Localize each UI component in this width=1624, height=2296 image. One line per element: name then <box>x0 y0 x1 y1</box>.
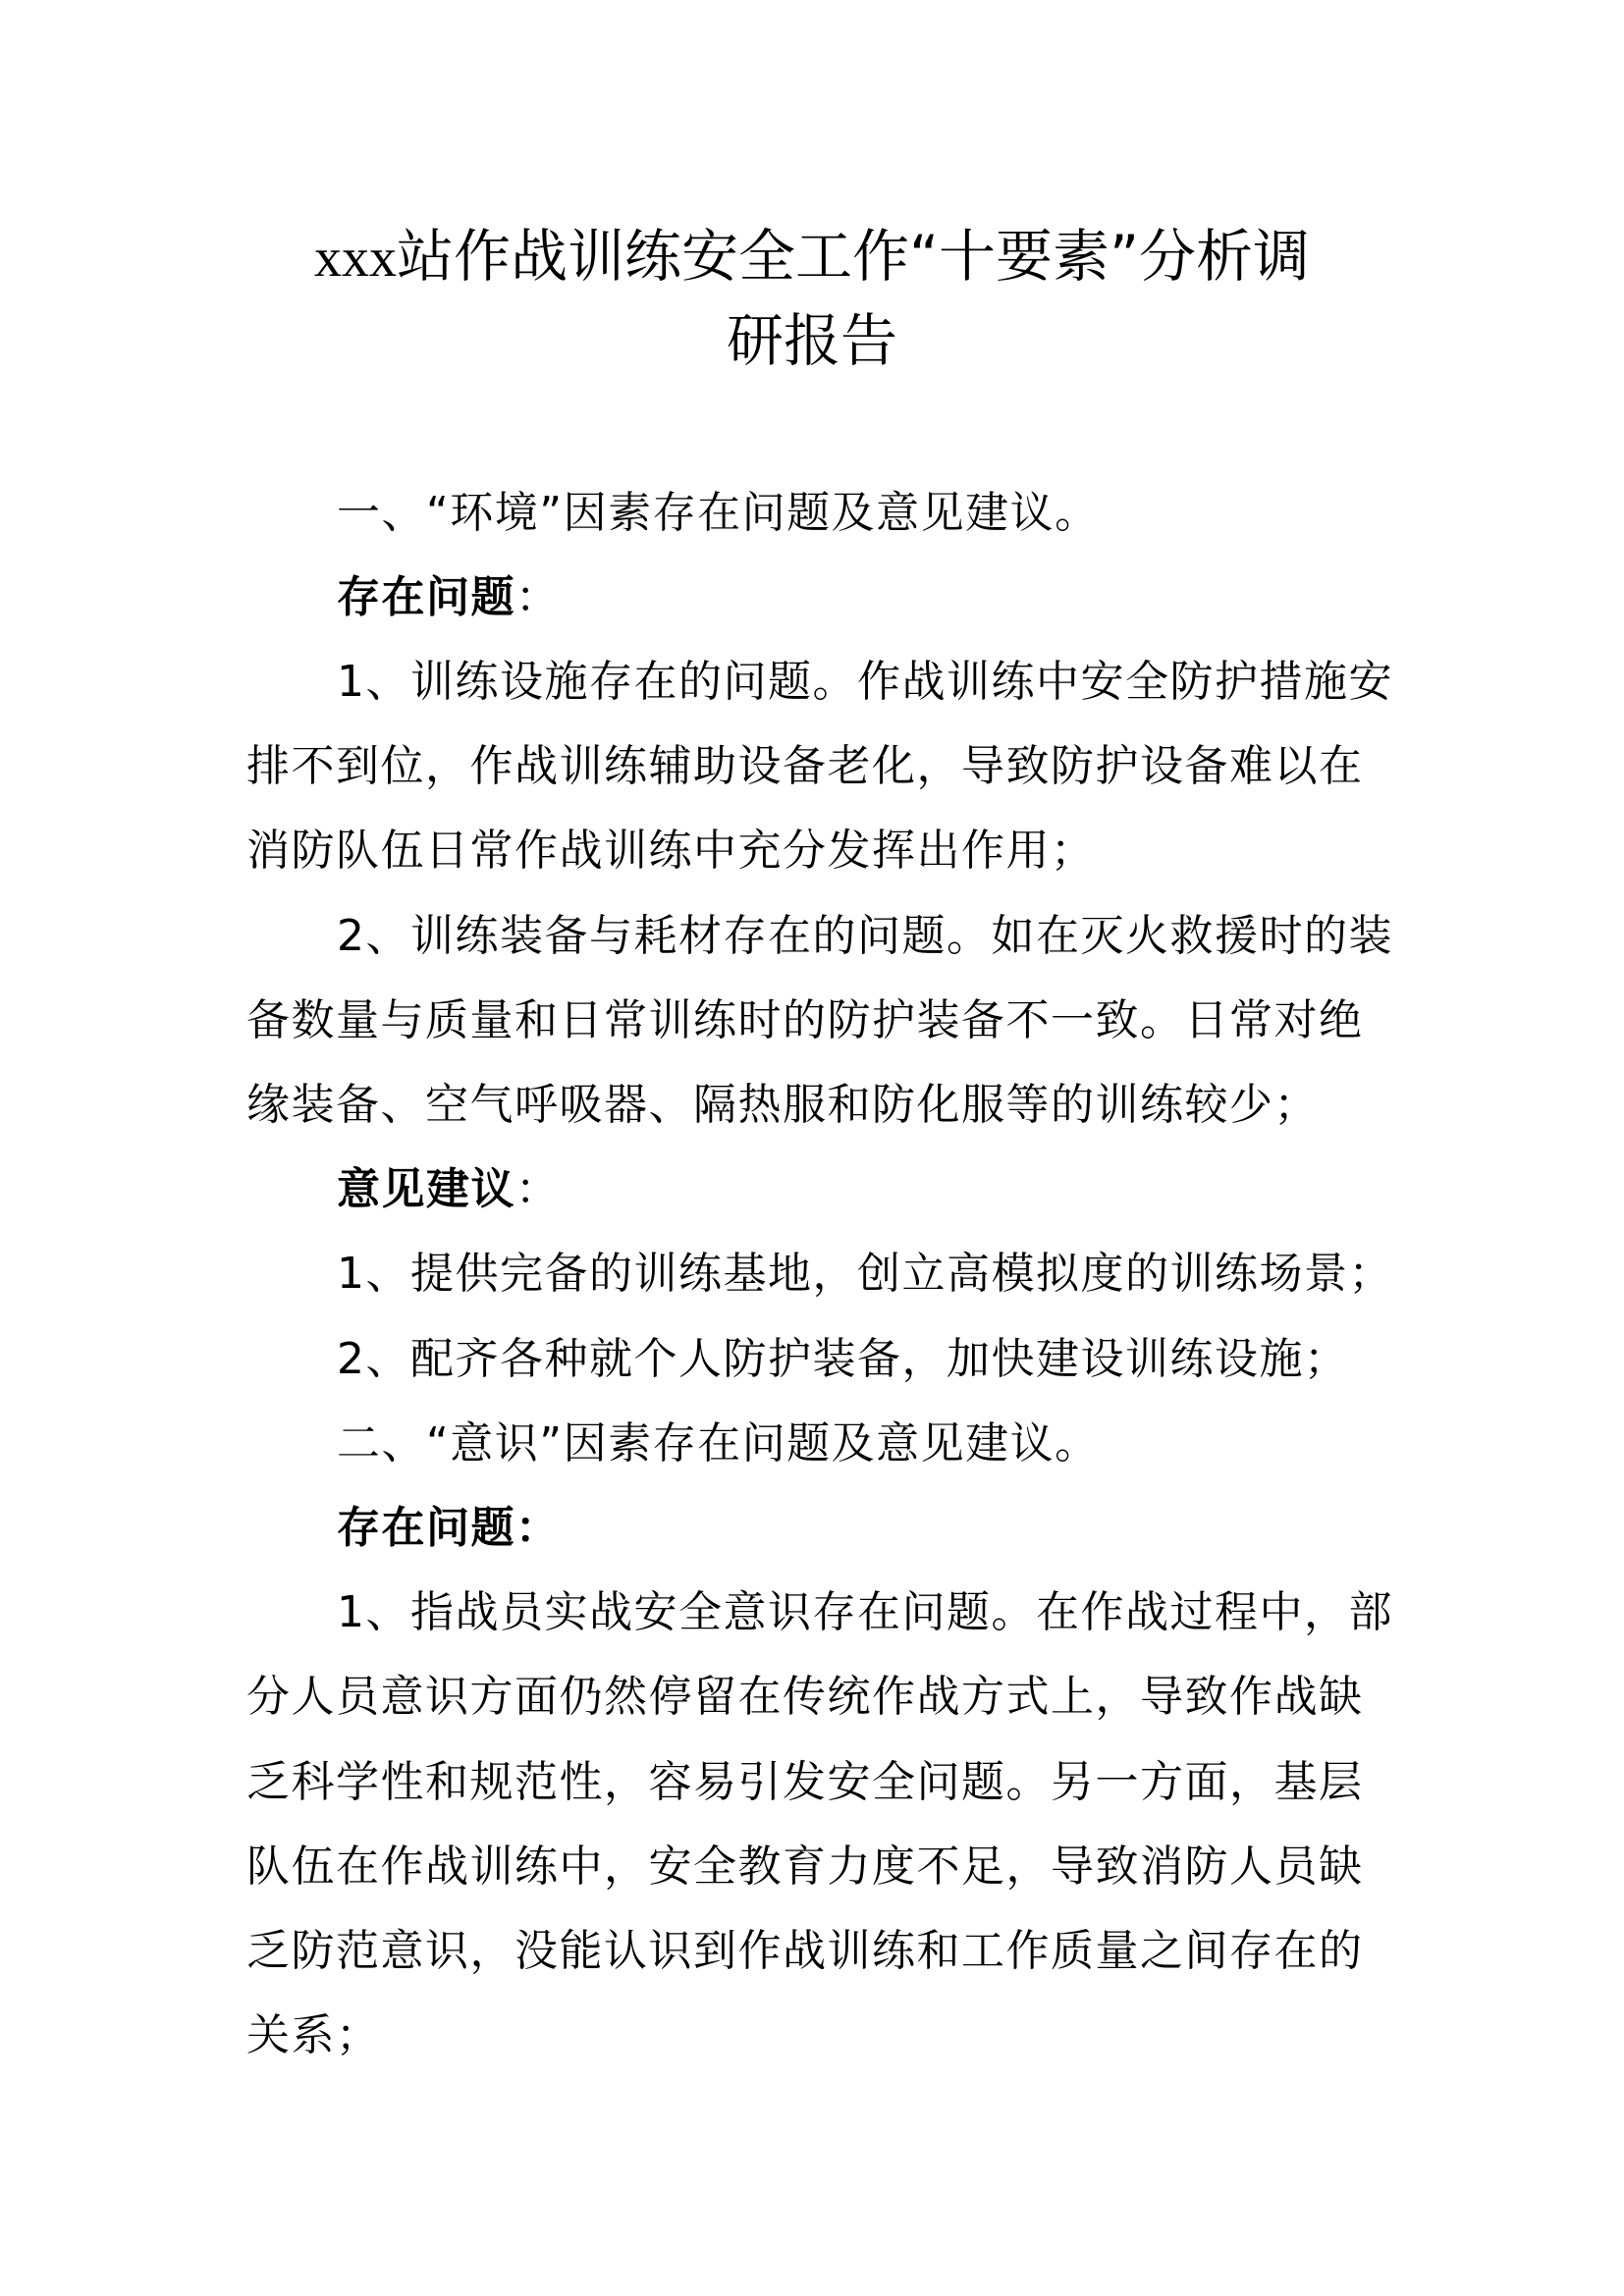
problem-1-2-line-2: 备数量与质量和日常训练时的防护装备不一致。日常对绝 <box>246 995 1364 1045</box>
suggestions-label-colon: ： <box>515 1164 561 1214</box>
title-text: 站作战训练安全工作“十要素”分析调 <box>396 223 1311 290</box>
document-title-line-1 <box>0 214 1624 300</box>
problems-label-colon: ： <box>515 572 561 622</box>
problems-label-1 <box>337 556 1476 640</box>
problem-1-2-line-1: 2、训练装备与耗材存在的问题。如在灭火救援时的装 <box>337 911 1393 961</box>
problem-1-1-line-2: 排不到位，作战训练辅助设备老化，导致防护设备难以在 <box>246 741 1364 791</box>
problem-1-2-line-3: 缘装备、空气呼吸器、隔热服和防化服等的训练较少； <box>246 1080 1319 1130</box>
section-heading-1: 一、“环境”因素存在问题及意见建议。 <box>337 488 1100 538</box>
problem-2-1-line-1: 1、指战员实战安全意识存在问题。在作战过程中，部 <box>337 1587 1393 1637</box>
title-prefix: xxx <box>313 228 397 289</box>
problem-2-1-line-5: 乏防范意识，没能认识到作战训练和工作质量之间存在的 <box>246 1926 1364 1976</box>
suggestion-1-1: 1、提供完备的训练基地，创立高模拟度的训练场景； <box>337 1249 1393 1299</box>
problems-label-2: 存在问题： <box>337 1503 561 1553</box>
problems-label-text: 存在问题 <box>337 572 515 622</box>
suggestion-1-2: 2、配齐各种就个人防护装备，加快建设训练设施； <box>337 1334 1349 1384</box>
section-heading-2: 二、“意识”因素存在问题及意见建议。 <box>337 1418 1100 1468</box>
suggestions-label-1 <box>337 1148 1476 1232</box>
document-title-line-2: 研报告 <box>726 307 897 374</box>
problem-2-1-line-3: 乏科学性和规范性，容易引发安全问题。另一方面，基层 <box>246 1757 1364 1807</box>
problem-1-1-line-3: 消防队伍日常作战训练中充分发挥出作用； <box>246 826 1096 876</box>
problem-2-1-line-2: 分人员意识方面仍然停留在传统作战方式上，导致作战缺 <box>246 1672 1364 1722</box>
suggestions-label-text: 意见建议 <box>337 1164 515 1214</box>
problem-1-1-line-1: 1、训练设施存在的问题。作战训练中安全防护措施安 <box>337 657 1393 707</box>
problem-2-1-line-4: 队伍在作战训练中，安全教育力度不足，导致消防人员缺 <box>246 1842 1364 1892</box>
problem-2-1-line-6: 关系； <box>246 2010 381 2060</box>
